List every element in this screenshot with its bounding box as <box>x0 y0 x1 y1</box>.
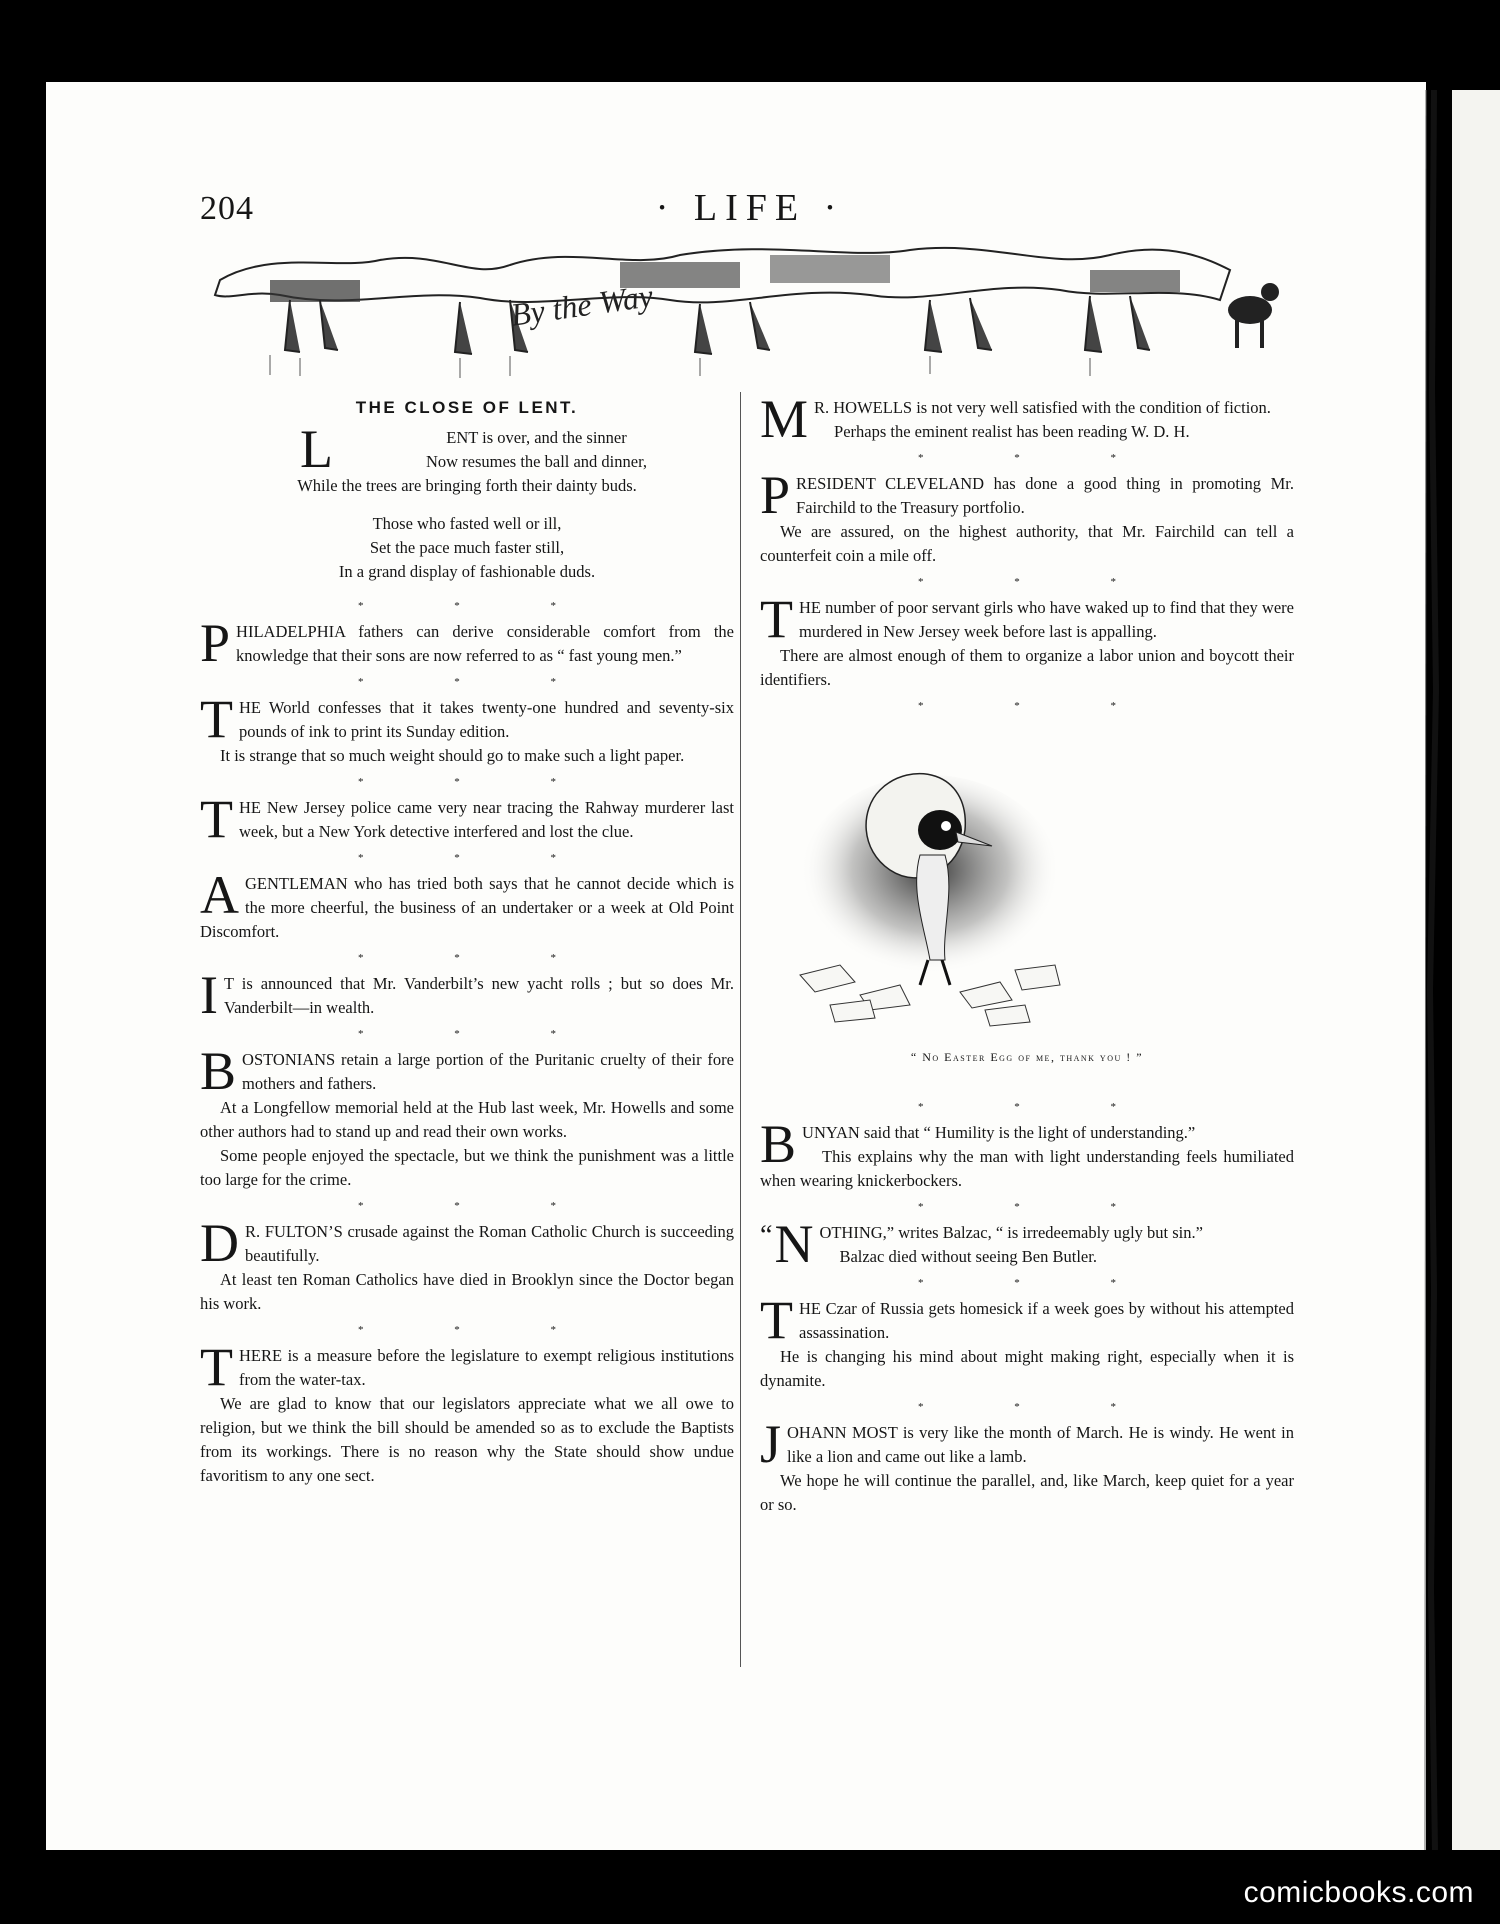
paragraph: OTHING,” writes Balzac, “ is irredeemably ugly but sin.” <box>819 1223 1203 1242</box>
paragraph: R. HOWELLS is not very well satisfied with the condition of fiction. <box>814 398 1271 417</box>
paragraph-item <box>760 465 1294 568</box>
by-the-way-banner-illustration <box>210 240 1290 380</box>
dropcap: T <box>760 1290 793 1350</box>
paragraph-item <box>200 1213 734 1316</box>
paragraph: At a Longfellow memorial held at the Hub last week, Mr. Howells and some other authors had to stand up and read their own works. <box>200 1098 734 1141</box>
separator: * * * <box>358 600 600 612</box>
paragraph-item <box>200 789 734 849</box>
dropcap: P <box>200 613 231 673</box>
paragraph: We hope he will continue the parallel, and, like March, keep quiet for a year or so. <box>760 1471 1294 1514</box>
paragraph: Balzac died without seeing Ben Butler. <box>839 1247 1097 1266</box>
separator: * * * <box>358 776 600 788</box>
paragraph: He is changing his mind about might making right, especially when it is dynamite. <box>760 1347 1294 1390</box>
paragraph: T is announced that Mr. Vanderbilt’s new yacht rolls ; but so does Mr. Vanderbilt—in wealth. <box>223 974 734 1017</box>
dropcap: M <box>760 389 809 449</box>
facing-page-edge <box>1452 90 1500 1850</box>
dropcap: T <box>200 689 233 749</box>
paragraph: HE number of poor servant girls who have waked up to find that they were murdered in New Jersey week before last is appalling. <box>799 598 1294 641</box>
poem-line: Those who fasted well or ill, <box>372 514 562 533</box>
paragraph-item <box>760 1214 1294 1274</box>
separator: * * * <box>358 676 600 688</box>
separator: * * * <box>918 1101 1160 1113</box>
right-column <box>760 389 1294 1523</box>
paragraph-item <box>760 589 1294 692</box>
dropcap: I <box>200 965 218 1025</box>
easter-egg-illustration <box>760 760 1100 1030</box>
paragraph-item <box>760 1414 1294 1517</box>
dropcap: B <box>200 1041 237 1101</box>
poem-title: THE CLOSE OF LENT. <box>355 398 579 417</box>
paragraph: HILADELPHIA fathers can derive considerable comfort from the knowledge that their sons are now referred to as “ fast young men.” <box>236 622 734 665</box>
dropcap: T <box>200 1337 233 1397</box>
column-divider <box>740 392 741 1667</box>
paragraph: At least ten Roman Catholics have died in Brooklyn since the Doctor began his work. <box>200 1270 734 1313</box>
poem-stanza <box>200 419 734 498</box>
dropcap: T <box>200 789 233 849</box>
separator: * * * <box>358 952 600 964</box>
paragraph-item <box>200 689 734 768</box>
magazine-title: · LIFE · <box>655 187 845 229</box>
paragraph: HE New Jersey police came very near tracing the Rahway murderer last week, but a New York detective interfered and lost the clue. <box>239 798 734 841</box>
poem-stanza <box>200 512 734 584</box>
separator: * * * <box>358 1324 600 1336</box>
paragraph-item <box>760 1290 1294 1393</box>
paragraph-item <box>200 1337 734 1488</box>
left-column <box>200 396 734 1494</box>
paragraph: HE World confesses that it takes twenty-one hundred and seventy-six pounds of ink to print its Sunday edition. <box>239 698 734 741</box>
separator: * * * <box>918 1401 1160 1413</box>
poem-line: Now resumes the ball and dinner, <box>425 452 648 471</box>
paragraph-item <box>200 613 734 673</box>
paragraph: HERE is a measure before the legislature to exempt religious institutions from the water-tax. <box>239 1346 734 1389</box>
separator: * * * <box>918 1201 1160 1213</box>
poem-line: ENT is over, and the sinner <box>446 428 627 447</box>
paragraph: We are assured, on the highest authority, that Mr. Fairchild can tell a counterfeit coin a mile off. <box>760 522 1294 565</box>
paragraph-item <box>200 865 734 944</box>
banner-text: By the Way <box>508 277 655 333</box>
paragraph: This explains why the man with light understanding feels humiliated when wearing knickerbockers. <box>760 1147 1294 1190</box>
watermark: comicbooks.com <box>1243 1876 1474 1909</box>
dropcap: T <box>760 589 793 649</box>
paragraph: There are almost enough of them to organize a labor union and boycott their identifiers. <box>760 646 1294 689</box>
separator: * * * <box>918 576 1160 588</box>
dropcap: B <box>760 1114 797 1174</box>
dropcap: N <box>774 1214 814 1274</box>
paragraph: Some people enjoyed the spectacle, but we think the punishment was a little too large for the crime. <box>200 1146 734 1189</box>
poem-line: While the trees are bringing forth their dainty buds. <box>297 476 637 495</box>
separator: * * * <box>358 852 600 864</box>
paragraph-item <box>200 965 734 1025</box>
separator: * * * <box>918 700 1160 712</box>
dropcap: D <box>200 1213 239 1273</box>
paragraph: RESIDENT CLEVELAND has done a good thing in promoting Mr. Fairchild to the Treasury portfolio. <box>796 474 1294 517</box>
poem-line: In a grand display of fashionable duds. <box>338 562 596 581</box>
paragraph: R. FULTON’S crusade against the Roman Catholic Church is succeeding beautifully. <box>245 1222 734 1265</box>
poem-line: Set the pace much faster still, <box>369 538 565 557</box>
paragraph: OSTONIANS retain a large portion of the Puritanic cruelty of their fore mothers and fathers. <box>242 1050 734 1093</box>
dropcap: J <box>760 1414 782 1474</box>
paragraph-item <box>760 1114 1294 1193</box>
separator: * * * <box>918 1277 1160 1289</box>
paragraph: OHANN MOST is very like the month of March. He is windy. He went in like a lion and came out like a lamb. <box>787 1423 1294 1466</box>
paragraph: UNYAN said that “ Humility is the light of understanding.” <box>802 1123 1196 1142</box>
separator: * * * <box>918 452 1160 464</box>
paragraph-item <box>200 1041 734 1192</box>
separator: * * * <box>358 1200 600 1212</box>
paragraph: We are glad to know that our legislators appreciate what we all owe to religion, but we think the bill should be amended so as to exclude the Baptists from its workings. There is no reason why the State should show undue favoritism to any one sect. <box>200 1394 734 1485</box>
illustration-caption: “ No Easter Egg of me, thank you ! ” <box>910 1050 1144 1064</box>
paragraph-item <box>760 389 1294 449</box>
binding-edge <box>1416 90 1446 1850</box>
page-number: 204 <box>200 190 254 227</box>
dropcap: P <box>760 465 791 525</box>
separator: * * * <box>358 1028 600 1040</box>
dropcap: L <box>300 419 333 479</box>
paragraph: It is strange that so much weight should go to make such a light paper. <box>220 746 685 765</box>
paragraph: HE Czar of Russia gets homesick if a week goes by without his attempted assassination. <box>799 1299 1294 1342</box>
opening-quote: “ <box>760 1220 773 1251</box>
dropcap: A <box>200 865 239 925</box>
paragraph: GENTLEMAN who has tried both says that he cannot decide which is the more cheerful, the business of an undertaker or a week at Old Point Discomfort. <box>200 874 734 941</box>
paragraph: Perhaps the eminent realist has been reading W. D. H. <box>834 422 1190 441</box>
